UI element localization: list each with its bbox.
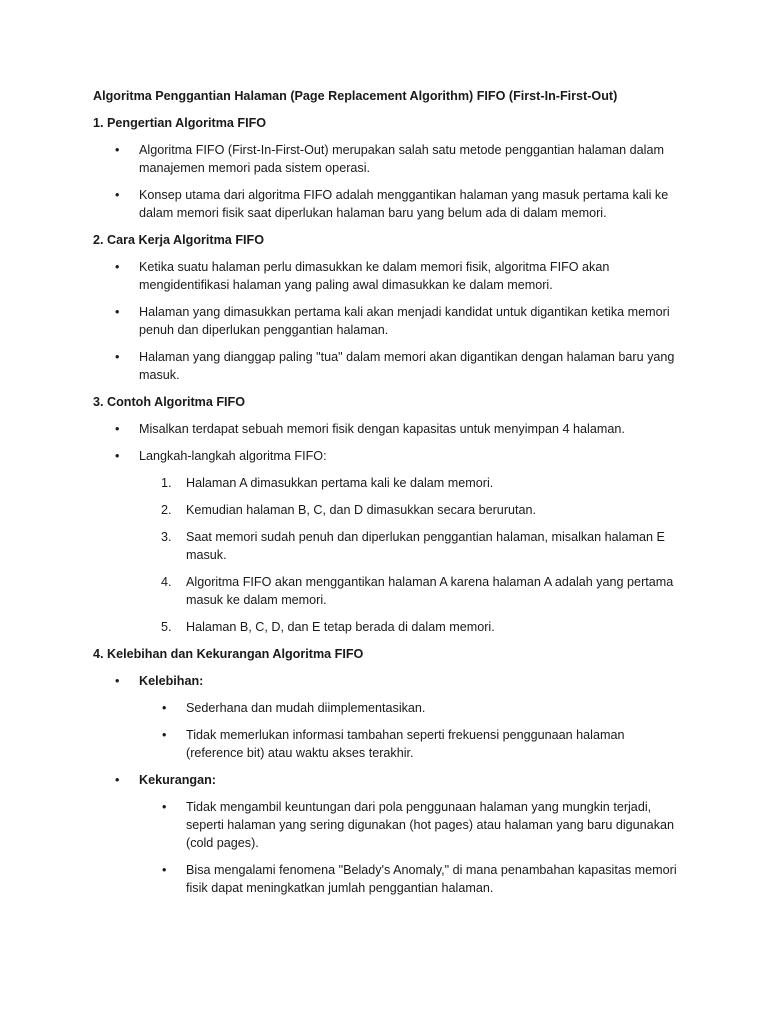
list-item-text: Algoritma FIFO (First-In-First-Out) merupakan salah satu metode penggantian halaman dalam manajemen memori pada sistem operasi. <box>139 143 664 175</box>
step-item <box>93 528 683 564</box>
list-item <box>93 420 683 438</box>
bullet-list <box>93 141 683 222</box>
step-item <box>93 573 683 609</box>
bullet-marker: • <box>115 449 120 463</box>
document-title: Algoritma Penggantian Halaman (Page Replacement Algorithm) FIFO (First-In-First-Out) <box>93 89 618 103</box>
step-text: Halaman B, C, D, dan E tetap berada di dalam memori. <box>186 620 495 634</box>
bullet-marker: • <box>162 800 167 814</box>
numbered-steps <box>93 474 683 636</box>
bullet-marker: • <box>115 143 120 157</box>
sub-bullet-list <box>93 699 683 762</box>
list-item-text: Halaman yang dianggap paling "tua" dalam memori akan digantikan dengan halaman baru yang masuk. <box>139 350 675 382</box>
section-heading: 1. Pengertian Algoritma FIFO <box>93 116 267 130</box>
step-number: 3. <box>161 530 172 544</box>
step-number: 1. <box>161 476 172 490</box>
step-item <box>93 501 683 519</box>
group-item-kelebihan <box>93 672 683 690</box>
step-item <box>93 474 683 492</box>
list-item <box>93 303 683 339</box>
list-item <box>93 141 683 177</box>
list-item <box>93 447 683 465</box>
step-number: 4. <box>161 575 172 589</box>
bullet-marker: • <box>115 674 120 688</box>
sub-list-item <box>93 726 683 762</box>
step-number: 2. <box>161 503 172 517</box>
bullet-marker: • <box>115 305 120 319</box>
group-item-kekurangan <box>93 771 683 789</box>
list-item <box>93 258 683 294</box>
sub-list-item <box>93 699 683 717</box>
list-item-text: Bisa mengalami fenomena "Belady's Anomaly," di mana penambahan kapasitas memori fisik dapat meningkatkan jumlah penggantian halaman. <box>186 863 677 895</box>
sub-list-item <box>93 861 683 897</box>
bullet-marker: • <box>162 701 167 715</box>
sub-bullet-list <box>93 798 683 897</box>
section-heading: 3. Contoh Algoritma FIFO <box>93 395 246 409</box>
bullet-marker: • <box>115 260 120 274</box>
bullet-list <box>93 672 683 690</box>
list-item-text: Tidak memerlukan informasi tambahan seperti frekuensi penggunaan halaman (reference bit) atau waktu akses terakhir. <box>186 728 625 760</box>
bullet-list <box>93 771 683 789</box>
step-text: Algoritma FIFO akan menggantikan halaman A karena halaman A adalah yang pertama masuk ke dalam memori. <box>186 575 674 607</box>
section-heading: 4. Kelebihan dan Kekurangan Algoritma FIFO <box>93 647 364 661</box>
list-item <box>93 186 683 222</box>
group-label: Kelebihan: <box>139 674 204 688</box>
bullet-marker: • <box>162 863 167 877</box>
list-item-text: Halaman yang dimasukkan pertama kali akan menjadi kandidat untuk digantikan ketika memori penuh dan diperlukan penggantian halaman. <box>139 305 670 337</box>
list-item-text: Langkah-langkah algoritma FIFO: <box>139 449 327 463</box>
list-item <box>93 348 683 384</box>
step-number: 5. <box>161 620 172 634</box>
sub-list-item <box>93 798 683 852</box>
group-label: Kekurangan: <box>139 773 216 787</box>
section-heading: 2. Cara Kerja Algoritma FIFO <box>93 233 264 247</box>
bullet-marker: • <box>162 728 167 742</box>
document-body <box>93 87 683 906</box>
list-item-text: Tidak mengambil keuntungan dari pola penggunaan halaman yang mungkin terjadi, seperti halaman yang sering digunakan (hot pages) atau halaman yang baru digunakan (cold pages). <box>186 800 674 850</box>
bullet-marker: • <box>115 422 120 436</box>
step-text: Halaman A dimasukkan pertama kali ke dalam memori. <box>186 476 494 490</box>
step-text: Saat memori sudah penuh dan diperlukan penggantian halaman, misalkan halaman E masuk. <box>186 530 665 562</box>
list-item-text: Sederhana dan mudah diimplementasikan. <box>186 701 426 715</box>
bullet-marker: • <box>115 773 120 787</box>
step-item <box>93 618 683 636</box>
step-text: Kemudian halaman B, C, dan D dimasukkan secara berurutan. <box>186 503 537 517</box>
bullet-marker: • <box>115 188 120 202</box>
bullet-list <box>93 258 683 384</box>
bullet-list <box>93 420 683 465</box>
bullet-marker: • <box>115 350 120 364</box>
list-item-text: Konsep utama dari algoritma FIFO adalah menggantikan halaman yang masuk pertama kali ke dalam memori fisik saat diperlukan halaman baru yang belum ada di dalam memori. <box>139 188 669 220</box>
list-item-text: Misalkan terdapat sebuah memori fisik dengan kapasitas untuk menyimpan 4 halaman. <box>139 422 625 436</box>
list-item-text: Ketika suatu halaman perlu dimasukkan ke dalam memori fisik, algoritma FIFO akan mengidentifikasi halaman yang paling awal dimasukkan ke dalam memori. <box>139 260 610 292</box>
